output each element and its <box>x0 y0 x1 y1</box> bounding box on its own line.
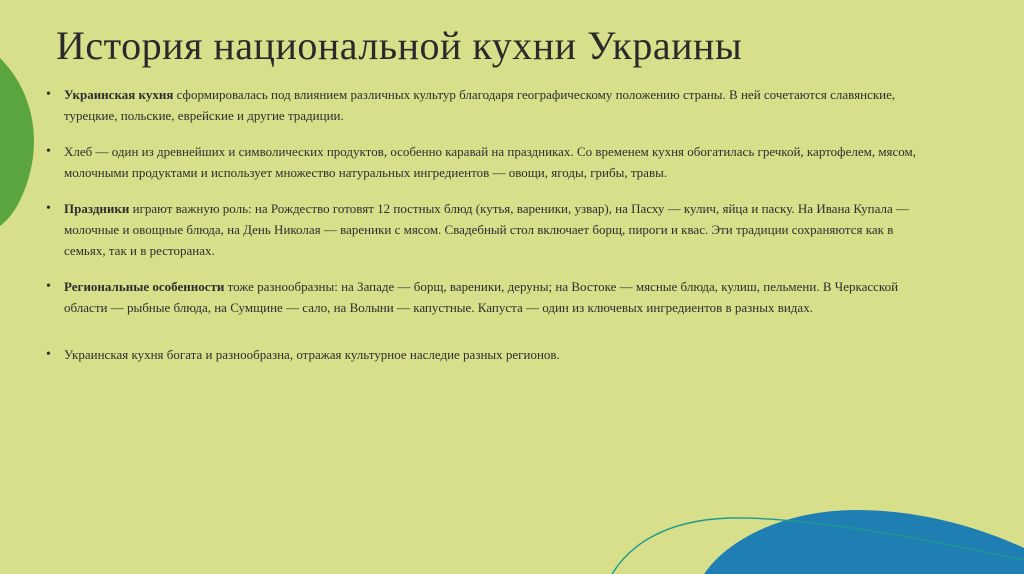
bullet-bold-term: Региональные особенности <box>64 279 225 294</box>
bullet-bold-term: Украинская кухня <box>64 87 174 102</box>
bullet-text: тоже разнообразны: на Западе — борщ, вареники, деруны; на Востоке — мясные блюда, кулиш, пельмени. В Черкасской области — рыбные блюда, на Сумщине — сало, на Волыни — капустные. Капуста — один из ключевых ингредиентов в разных видах. <box>64 279 899 315</box>
bullet-item <box>44 276 924 318</box>
bullet-text: играют важную роль: на Рождество готовят 12 постных блюд (кутья, вареники, узвар), на Пасху — кулич, яйца и паску. На Ивана Купала — молочные и овощные блюда, на День Николая — вареники с мясом. Свадебный стол включает борщ, пироги и квас. Эти традиции сохраняются как в семьях, так и в ресторанах. <box>64 201 909 258</box>
bullet-bold-term: Праздники <box>64 201 130 216</box>
bullet-text: Украинская кухня богата и разнообразна, отражая культурное наследие разных регионов. <box>64 347 560 362</box>
slide-title: История национальной кухни Украины <box>56 23 743 68</box>
bullet-text: сформировалась под влиянием различных культур благодаря географическому положению страны. В ней сочетаются славянские, турецкие, польские, еврейские и другие традиции. <box>64 87 896 123</box>
bullet-text: Хлеб — один из древнейших и символических продуктов, особенно каравай на праздниках. Со временем кухня обогатилась гречкой, картофелем, мясом, молочными продуктами и использует множество натуральных ингредиентов — овощи, ягоды, грибы, травы. <box>64 144 917 180</box>
bullet-item <box>44 141 924 183</box>
bullet-item <box>44 84 924 126</box>
bottom-blue-blob <box>704 510 1024 574</box>
left-green-blob <box>0 58 34 226</box>
bullet-list <box>44 84 924 365</box>
bullet-item <box>44 198 924 261</box>
teal-curve-line <box>612 518 1024 574</box>
bullet-item <box>44 344 924 365</box>
